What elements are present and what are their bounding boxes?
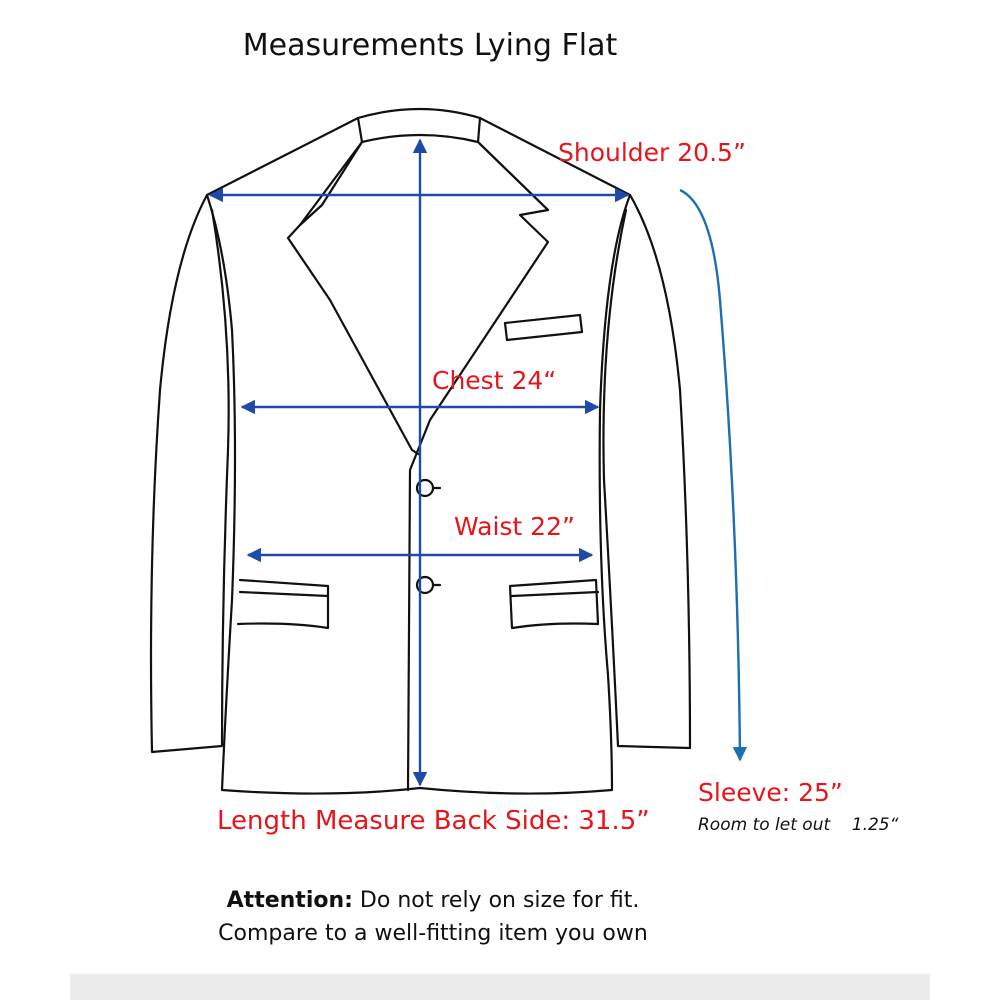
- right-notch: [478, 142, 548, 210]
- attention-text: Do not rely on size for fit.: [352, 888, 640, 913]
- compare-note: Compare to a well-fitting item you own: [218, 921, 648, 946]
- right-lapel-outline: [408, 142, 548, 790]
- sleeve-room-note: Room to let out 1.25“: [698, 815, 899, 835]
- left-pocket-flap: [240, 592, 328, 596]
- length-label: Length Measure Back Side: 31.5”: [217, 806, 650, 836]
- right-lower-pocket: [510, 580, 598, 628]
- bottom-bar: [70, 974, 930, 1000]
- sleeve-label: Sleeve: 25”: [698, 778, 843, 807]
- collar-outline: [358, 118, 480, 142]
- attention-label: Attention:: [226, 888, 353, 913]
- diagram-title: Measurements Lying Flat: [242, 28, 618, 63]
- waist-label: Waist 22”: [454, 512, 575, 541]
- attention-note: [0, 888, 866, 913]
- left-sleeve-outline: [151, 195, 229, 752]
- shoulder-label: Shoulder 20.5”: [558, 138, 746, 167]
- chest-pocket: [505, 315, 582, 340]
- chest-label: Chest 24“: [432, 366, 557, 395]
- left-lower-pocket: [238, 580, 328, 628]
- right-pocket-flap: [512, 592, 598, 596]
- right-sleeve-outline: [603, 195, 690, 748]
